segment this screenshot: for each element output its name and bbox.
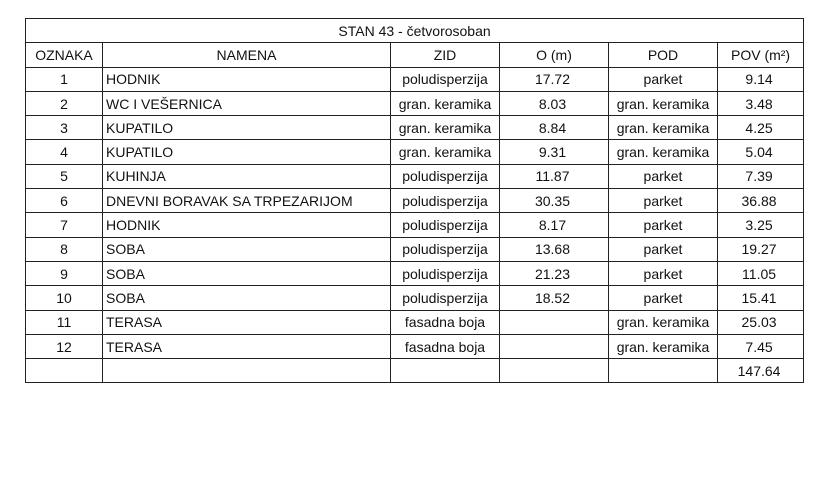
table-row	[26, 91, 804, 115]
header-o: O (m)	[500, 43, 609, 67]
cell-oznaka: 11	[26, 310, 103, 334]
cell-namena: SOBA	[103, 261, 391, 285]
cell-pov: 5.04	[718, 140, 804, 164]
table-row	[26, 213, 804, 237]
header-pod: POD	[609, 43, 718, 67]
cell-zid: poludisperzija	[391, 189, 500, 213]
table-row	[26, 261, 804, 285]
total-area: 147.64	[718, 359, 804, 383]
cell-oznaka: 12	[26, 334, 103, 358]
total-empty-cell	[609, 359, 718, 383]
cell-oznaka: 2	[26, 91, 103, 115]
table-row	[26, 116, 804, 140]
table-title: STAN 43 - četvorosoban	[26, 19, 804, 43]
table-row	[26, 67, 804, 91]
table-row	[26, 189, 804, 213]
total-empty-cell	[500, 359, 609, 383]
cell-zid: gran. keramika	[391, 116, 500, 140]
cell-zid: poludisperzija	[391, 164, 500, 188]
cell-namena: KUPATILO	[103, 140, 391, 164]
total-row	[26, 359, 804, 383]
cell-pod: parket	[609, 67, 718, 91]
cell-oznaka: 8	[26, 237, 103, 261]
cell-pov: 19.27	[718, 237, 804, 261]
total-empty-cell	[103, 359, 391, 383]
cell-namena: KUHINJA	[103, 164, 391, 188]
cell-oznaka: 5	[26, 164, 103, 188]
cell-o: 30.35	[500, 189, 609, 213]
cell-zid: gran. keramika	[391, 91, 500, 115]
cell-oznaka: 6	[26, 189, 103, 213]
cell-o: 8.03	[500, 91, 609, 115]
table-row	[26, 140, 804, 164]
cell-zid: poludisperzija	[391, 286, 500, 310]
cell-zid: fasadna boja	[391, 334, 500, 358]
cell-pod: gran. keramika	[609, 140, 718, 164]
table-row	[26, 286, 804, 310]
table-row	[26, 164, 804, 188]
cell-pov: 7.39	[718, 164, 804, 188]
cell-pod: parket	[609, 286, 718, 310]
cell-oznaka: 10	[26, 286, 103, 310]
cell-namena: KUPATILO	[103, 116, 391, 140]
header-pov: POV (m²)	[718, 43, 804, 67]
table-row	[26, 237, 804, 261]
cell-o: 8.84	[500, 116, 609, 140]
cell-pov: 15.41	[718, 286, 804, 310]
cell-oznaka: 1	[26, 67, 103, 91]
cell-o	[500, 310, 609, 334]
cell-pod: parket	[609, 261, 718, 285]
cell-zid: fasadna boja	[391, 310, 500, 334]
cell-namena: TERASA	[103, 334, 391, 358]
header-namena: NAMENA	[103, 43, 391, 67]
cell-oznaka: 9	[26, 261, 103, 285]
total-empty-cell	[391, 359, 500, 383]
cell-zid: poludisperzija	[391, 237, 500, 261]
table-row	[26, 310, 804, 334]
cell-namena: DNEVNI BORAVAK SA TRPEZARIJOM	[103, 189, 391, 213]
room-table	[25, 18, 804, 383]
cell-pod: gran. keramika	[609, 91, 718, 115]
cell-zid: poludisperzija	[391, 261, 500, 285]
cell-zid: poludisperzija	[391, 213, 500, 237]
cell-pod: gran. keramika	[609, 116, 718, 140]
cell-namena: TERASA	[103, 310, 391, 334]
cell-namena: SOBA	[103, 286, 391, 310]
cell-pov: 3.25	[718, 213, 804, 237]
cell-pod: gran. keramika	[609, 334, 718, 358]
total-empty-cell	[26, 359, 103, 383]
cell-o: 18.52	[500, 286, 609, 310]
cell-pov: 7.45	[718, 334, 804, 358]
cell-o: 21.23	[500, 261, 609, 285]
table-row	[26, 334, 804, 358]
cell-namena: HODNIK	[103, 67, 391, 91]
cell-pov: 25.03	[718, 310, 804, 334]
header-zid: ZID	[391, 43, 500, 67]
header-oznaka: OZNAKA	[26, 43, 103, 67]
cell-pov: 3.48	[718, 91, 804, 115]
header-row	[26, 43, 804, 67]
cell-o: 9.31	[500, 140, 609, 164]
cell-pov: 11.05	[718, 261, 804, 285]
cell-pod: parket	[609, 213, 718, 237]
cell-oznaka: 7	[26, 213, 103, 237]
cell-pov: 4.25	[718, 116, 804, 140]
room-table-body	[26, 19, 804, 383]
cell-pod: parket	[609, 189, 718, 213]
title-row	[26, 19, 804, 43]
cell-o	[500, 334, 609, 358]
cell-pov: 36.88	[718, 189, 804, 213]
cell-pod: gran. keramika	[609, 310, 718, 334]
cell-namena: SOBA	[103, 237, 391, 261]
cell-pod: parket	[609, 237, 718, 261]
cell-o: 13.68	[500, 237, 609, 261]
cell-zid: poludisperzija	[391, 67, 500, 91]
cell-pov: 9.14	[718, 67, 804, 91]
cell-oznaka: 3	[26, 116, 103, 140]
cell-zid: gran. keramika	[391, 140, 500, 164]
cell-oznaka: 4	[26, 140, 103, 164]
cell-namena: HODNIK	[103, 213, 391, 237]
cell-o: 8.17	[500, 213, 609, 237]
cell-o: 17.72	[500, 67, 609, 91]
cell-pod: parket	[609, 164, 718, 188]
cell-namena: WC I VEŠERNICA	[103, 91, 391, 115]
cell-o: 11.87	[500, 164, 609, 188]
